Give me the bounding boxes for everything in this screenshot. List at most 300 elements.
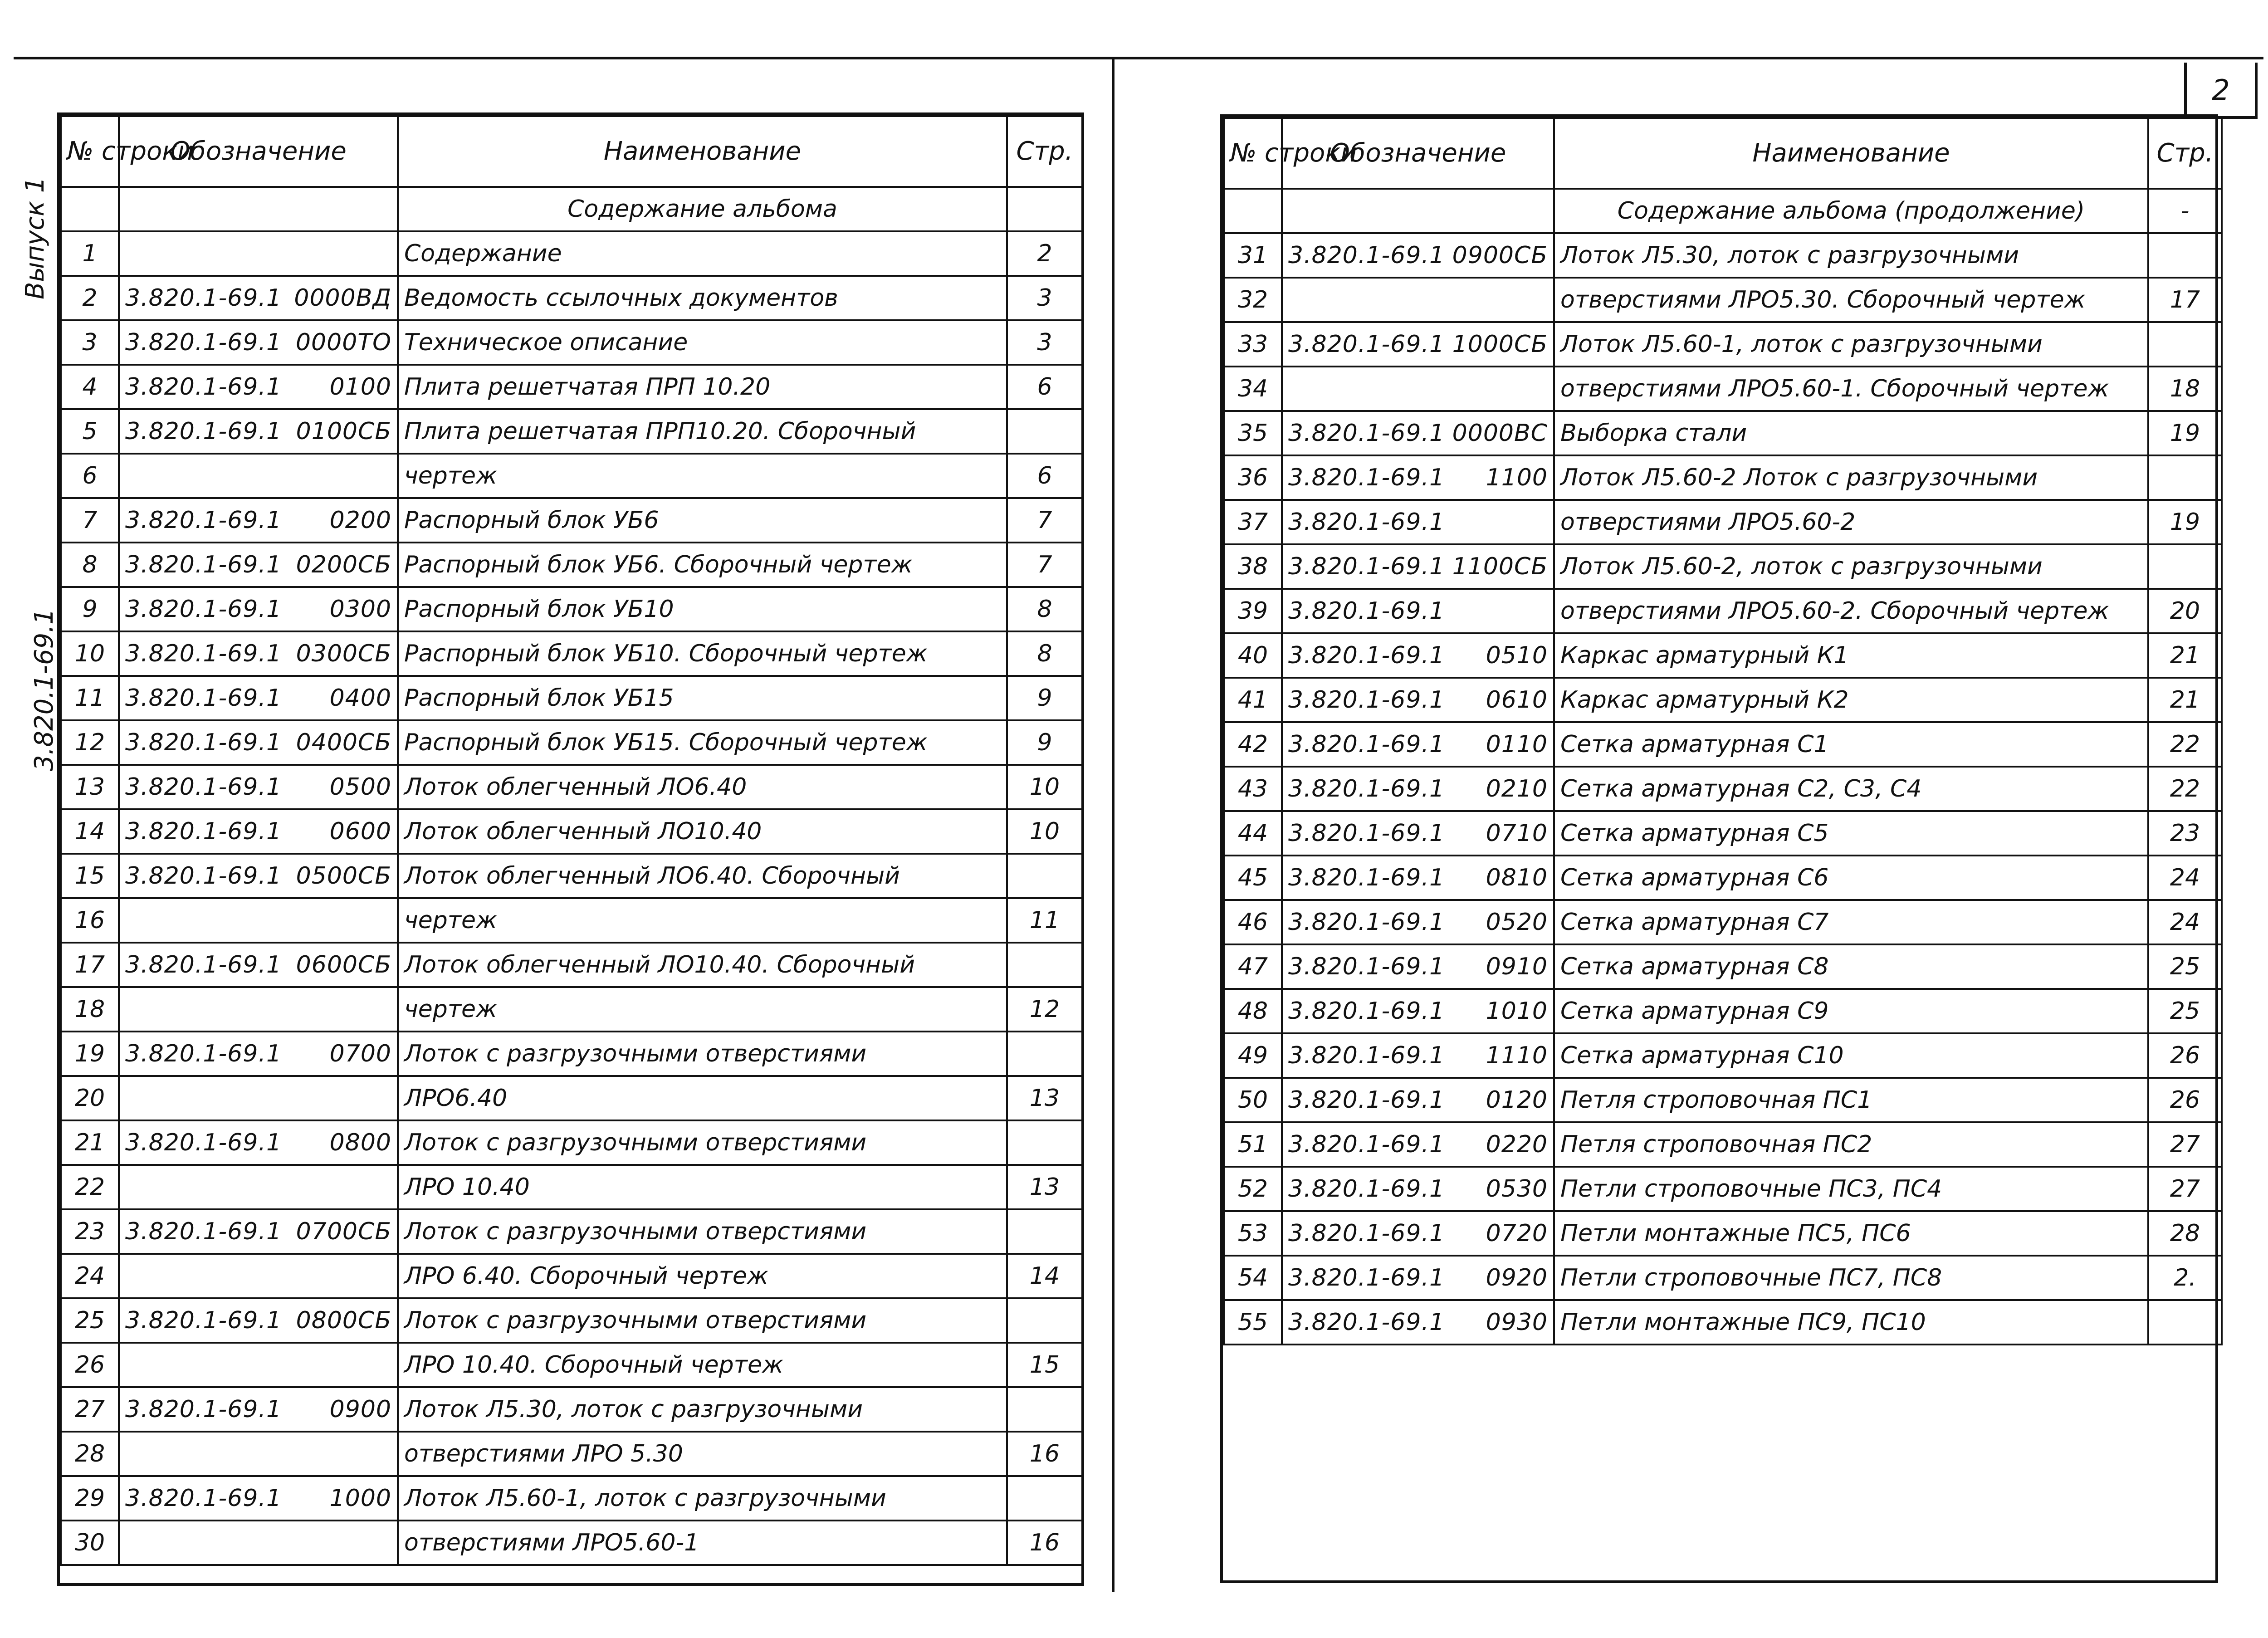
table-row: [1224, 455, 2222, 500]
row-page: 19: [2148, 500, 2222, 544]
table-row: [61, 898, 1082, 943]
row-page: [1007, 943, 1082, 987]
section-row: [61, 187, 1082, 231]
row-name: Лоток Л5.30, лоток с разгрузочными: [1554, 233, 2148, 278]
row-page: 10: [1007, 809, 1082, 854]
row-number: 13: [61, 765, 119, 809]
row-number: 44: [1224, 811, 1282, 856]
row-designation: [119, 898, 398, 943]
designation-series: 3.820.1-69.1: [125, 1040, 282, 1067]
designation-series: 3.820.1-69.1: [125, 685, 282, 712]
row-designation: [119, 676, 398, 720]
row-number: 29: [61, 1476, 119, 1521]
table-row: [1224, 944, 2222, 989]
right-header-row: [1224, 118, 2222, 189]
row-number: 49: [1224, 1033, 1282, 1078]
row-designation: [1282, 367, 1554, 411]
right-table-body: [1224, 189, 2222, 1345]
row-number: 5: [61, 409, 119, 454]
designation-series: 3.820.1-69.1: [1288, 775, 1445, 802]
row-page: 3: [1007, 276, 1082, 320]
row-designation: [119, 1387, 398, 1432]
row-page: 13: [1007, 1076, 1082, 1120]
row-name: Сетка арматурная С8: [1554, 944, 2148, 989]
designation-suffix: 0100СБ: [296, 418, 391, 445]
row-number: 42: [1224, 722, 1282, 767]
row-designation: [1282, 1033, 1554, 1078]
table-row: [1224, 767, 2222, 811]
designation-series: 3.820.1-69.1: [1288, 509, 1445, 536]
table-row: [61, 276, 1082, 320]
row-page: 23: [2148, 811, 2222, 856]
row-designation: [1282, 455, 1554, 500]
designation-suffix: 0100: [329, 373, 391, 401]
row-page: 8: [1007, 631, 1082, 676]
row-designation: [119, 1254, 398, 1298]
row-designation: [119, 276, 398, 320]
row-number: 39: [1224, 589, 1282, 633]
center-divider: [1112, 59, 1114, 1592]
table-row: [1224, 544, 2222, 589]
row-page: [1007, 1298, 1082, 1343]
row-page: 26: [2148, 1033, 2222, 1078]
row-page: [1007, 1387, 1082, 1432]
row-name: Распорный блок УБ15. Сборочный чертеж: [398, 720, 1007, 765]
row-name: Лоток Л5.60-1, лоток с разгрузочными: [398, 1476, 1007, 1521]
row-number: 55: [1224, 1300, 1282, 1345]
row-page: 25: [2148, 944, 2222, 989]
row-page: 6: [1007, 454, 1082, 498]
table-row: [1224, 900, 2222, 944]
table-row: [61, 631, 1082, 676]
row-number: 51: [1224, 1122, 1282, 1167]
section-title: Содержание альбома: [398, 187, 1007, 231]
row-number: 20: [61, 1076, 119, 1120]
header-designation: Обозначение: [1282, 118, 1554, 189]
row-designation: [1282, 233, 1554, 278]
row-designation: [119, 943, 398, 987]
section-title: Содержание альбома (продолжение): [1554, 189, 2148, 233]
row-designation: [1282, 589, 1554, 633]
row-name: Каркас арматурный К2: [1554, 678, 2148, 722]
table-row: [1224, 278, 2222, 322]
designation-series: 3.820.1-69.1: [125, 373, 282, 401]
row-name: Выборка стали: [1554, 411, 2148, 455]
table-row: [61, 943, 1082, 987]
row-name: Ведомость ссылочных документов: [398, 276, 1007, 320]
designation-suffix: 0610: [1486, 686, 1548, 714]
section-row: [1224, 189, 2222, 233]
left-header-row: [61, 116, 1082, 187]
row-designation: [119, 320, 398, 365]
row-page: 14: [1007, 1254, 1082, 1298]
designation-suffix: 0000ТО: [295, 329, 391, 356]
designation-suffix: 0700: [329, 1040, 391, 1067]
row-name: Распорный блок УБ6: [398, 498, 1007, 543]
designation-suffix: 0600СБ: [296, 951, 391, 978]
designation-series: 3.820.1-69.1: [125, 1129, 282, 1156]
row-number: 27: [61, 1387, 119, 1432]
designation-suffix: 0200СБ: [296, 551, 391, 578]
row-designation: [119, 765, 398, 809]
row-designation: [119, 809, 398, 854]
row-page: [2148, 544, 2222, 589]
row-designation: [1282, 722, 1554, 767]
table-row: [1224, 1211, 2222, 1256]
row-name: Лоток облегченный ЛО6.40. Сборочный: [398, 854, 1007, 898]
row-number: 1: [61, 231, 119, 276]
designation-series: 3.820.1-69.1: [1288, 953, 1445, 980]
row-name: Сетка арматурная С7: [1554, 900, 2148, 944]
row-designation: [119, 498, 398, 543]
row-number: 9: [61, 587, 119, 631]
row-name: отверстиями ЛРО5.60-1. Сборочный чертеж: [1554, 367, 2148, 411]
table-row: [1224, 1078, 2222, 1122]
row-designation: [1282, 322, 1554, 367]
designation-suffix: 0600: [329, 818, 391, 845]
row-designation: [119, 231, 398, 276]
row-number: 7: [61, 498, 119, 543]
table-row: [61, 498, 1082, 543]
margin-series-label: 3.820.1-69.1: [29, 608, 59, 771]
designation-series: 3.820.1-69.1: [1288, 331, 1445, 358]
row-number: 47: [1224, 944, 1282, 989]
row-name: Петли монтажные ПС5, ПС6: [1554, 1211, 2148, 1256]
row-page: 17: [2148, 278, 2222, 322]
row-name: Плита решетчатая ПРП 10.20: [398, 365, 1007, 409]
designation-series: 3.820.1-69.1: [125, 1218, 282, 1245]
right-contents-sheet: [1220, 114, 2218, 1583]
row-page: 10: [1007, 765, 1082, 809]
row-page: 20: [2148, 589, 2222, 633]
designation-series: 3.820.1-69.1: [125, 1396, 282, 1423]
designation-series: 3.820.1-69.1: [125, 818, 282, 845]
table-row: [1224, 500, 2222, 544]
row-page: [1007, 1476, 1082, 1521]
row-name: Лоток Л5.30, лоток с разгрузочными: [398, 1387, 1007, 1432]
page-number: 2: [2212, 73, 2230, 107]
table-row: [61, 720, 1082, 765]
designation-series: 3.820.1-69.1: [125, 1307, 282, 1334]
row-name: Распорный блок УБ15: [398, 676, 1007, 720]
designation-suffix: 0120: [1486, 1086, 1548, 1114]
row-designation: [1282, 500, 1554, 544]
top-rule: [14, 57, 2263, 59]
row-number: 45: [1224, 856, 1282, 900]
table-row: [61, 543, 1082, 587]
row-designation: [119, 1032, 398, 1076]
row-page: [1007, 854, 1082, 898]
designation-series: 3.820.1-69.1: [1288, 1309, 1445, 1336]
row-number: 26: [61, 1343, 119, 1387]
designation-series: 3.820.1-69.1: [1288, 909, 1445, 936]
designation-series: 3.820.1-69.1: [125, 329, 282, 356]
row-page: [1007, 1120, 1082, 1165]
designation-series: 3.820.1-69.1: [125, 418, 282, 445]
row-name: Сетка арматурная С10: [1554, 1033, 2148, 1078]
designation-series: 3.820.1-69.1: [1288, 1264, 1445, 1291]
row-designation: [1282, 411, 1554, 455]
table-row: [61, 1298, 1082, 1343]
row-designation: [1282, 544, 1554, 589]
table-row: [1224, 1300, 2222, 1345]
designation-suffix: 0800: [329, 1129, 391, 1156]
designation-suffix: 0400СБ: [296, 729, 391, 756]
designation-series: 3.820.1-69.1: [125, 551, 282, 578]
designation-suffix: 0000ВД: [294, 284, 391, 312]
designation-suffix: 0900СБ: [1452, 242, 1548, 269]
row-number: 25: [61, 1298, 119, 1343]
table-row: [61, 231, 1082, 276]
table-row: [1224, 233, 2222, 278]
row-designation: [1282, 1167, 1554, 1211]
row-page: [2148, 1300, 2222, 1345]
table-row: [61, 1120, 1082, 1165]
table-row: [1224, 633, 2222, 678]
row-name: Плита решетчатая ПРП10.20. Сборочный: [398, 409, 1007, 454]
designation-series: 3.820.1-69.1: [1288, 686, 1445, 714]
row-page: 21: [2148, 633, 2222, 678]
designation-suffix: 0110: [1486, 731, 1548, 758]
table-row: [61, 1476, 1082, 1521]
table-row: [61, 454, 1082, 498]
table-row: [1224, 589, 2222, 633]
table-row: [61, 1165, 1082, 1209]
header-page: Стр.: [2148, 118, 2222, 189]
row-page: 15: [1007, 1343, 1082, 1387]
row-page: 19: [2148, 411, 2222, 455]
row-name: Лоток Л5.60-1, лоток с разгрузочными: [1554, 322, 2148, 367]
designation-series: 3.820.1-69.1: [1288, 642, 1445, 669]
row-designation: [1282, 1300, 1554, 1345]
row-name: ЛРО 10.40: [398, 1165, 1007, 1209]
table-row: [1224, 322, 2222, 367]
page-number-box: [2184, 63, 2258, 119]
row-page: 27: [2148, 1122, 2222, 1167]
row-designation: [1282, 1256, 1554, 1300]
row-designation: [119, 587, 398, 631]
row-name: Сетка арматурная С5: [1554, 811, 2148, 856]
row-name: Петля строповочная ПС2: [1554, 1122, 2148, 1167]
row-number: 53: [1224, 1211, 1282, 1256]
row-number: 8: [61, 543, 119, 587]
left-table-body: [61, 187, 1082, 1565]
row-number: 22: [61, 1165, 119, 1209]
row-name: отверстиями ЛРО5.30. Сборочный чертеж: [1554, 278, 2148, 322]
row-designation: [119, 1120, 398, 1165]
designation-series: 3.820.1-69.1: [1288, 242, 1445, 269]
row-page: 26: [2148, 1078, 2222, 1122]
row-name: Лоток с разгрузочными отверстиями: [398, 1209, 1007, 1254]
table-row: [1224, 856, 2222, 900]
designation-suffix: 0530: [1486, 1175, 1548, 1203]
designation-suffix: 0910: [1486, 953, 1548, 980]
row-number: 3: [61, 320, 119, 365]
header-row-number: № строки: [61, 116, 119, 187]
designation-suffix: 0720: [1486, 1220, 1548, 1247]
row-page: 21: [2148, 678, 2222, 722]
row-name: Лоток с разгрузочными отверстиями: [398, 1032, 1007, 1076]
designation-suffix: 0920: [1486, 1264, 1548, 1291]
row-page: 25: [2148, 989, 2222, 1033]
designation-suffix: 0520: [1486, 909, 1548, 936]
designation-series: 3.820.1-69.1: [125, 951, 282, 978]
header-designation: Обозначение: [119, 116, 398, 187]
row-name: отверстиями ЛРО 5.30: [398, 1432, 1007, 1476]
designation-series: 3.820.1-69.1: [1288, 553, 1445, 580]
row-page: 18: [2148, 367, 2222, 411]
row-name: ЛРО 6.40. Сборочный чертеж: [398, 1254, 1007, 1298]
table-row: [1224, 722, 2222, 767]
row-number: 31: [1224, 233, 1282, 278]
row-designation: [119, 1521, 398, 1565]
designation-suffix: 0400: [329, 685, 391, 712]
row-designation: [119, 409, 398, 454]
table-row: [61, 365, 1082, 409]
row-page: [2148, 455, 2222, 500]
designation-series: 3.820.1-69.1: [125, 773, 282, 801]
row-designation: [119, 1343, 398, 1387]
row-name: Лоток облегченный ЛО10.40: [398, 809, 1007, 854]
row-name: чертеж: [398, 454, 1007, 498]
designation-suffix: 1100: [1486, 464, 1548, 491]
designation-suffix: 0500: [329, 773, 391, 801]
row-designation: [1282, 633, 1554, 678]
row-name: Петли строповочные ПС7, ПС8: [1554, 1256, 2148, 1300]
designation-suffix: 0700СБ: [296, 1218, 391, 1245]
row-designation: [119, 1432, 398, 1476]
row-page: 7: [1007, 498, 1082, 543]
designation-suffix: 1100СБ: [1452, 553, 1548, 580]
row-page: 7: [1007, 543, 1082, 587]
table-row: [61, 987, 1082, 1032]
row-name: Каркас арматурный К1: [1554, 633, 2148, 678]
row-number: 54: [1224, 1256, 1282, 1300]
row-number: 12: [61, 720, 119, 765]
row-page: 6: [1007, 365, 1082, 409]
row-name: чертеж: [398, 898, 1007, 943]
row-number: 34: [1224, 367, 1282, 411]
designation-series: 3.820.1-69.1: [1288, 731, 1445, 758]
designation-series: 3.820.1-69.1: [1288, 597, 1445, 625]
row-designation: [1282, 944, 1554, 989]
designation-suffix: 0800СБ: [296, 1307, 391, 1334]
row-page: 27: [2148, 1167, 2222, 1211]
row-name: Лоток Л5.60-2, лоток с разгрузочными: [1554, 544, 2148, 589]
row-page: 22: [2148, 722, 2222, 767]
row-page: [2148, 322, 2222, 367]
row-number: 21: [61, 1120, 119, 1165]
row-page: [1007, 1032, 1082, 1076]
row-number: 18: [61, 987, 119, 1032]
row-number: 35: [1224, 411, 1282, 455]
table-row: [61, 409, 1082, 454]
left-contents-table: [60, 115, 1083, 1566]
row-designation: [1282, 278, 1554, 322]
header-page: Стр.: [1007, 116, 1082, 187]
margin-issue-label: Выпуск 1: [20, 176, 50, 299]
row-number: 23: [61, 1209, 119, 1254]
row-number: 2: [61, 276, 119, 320]
row-name: Петли монтажные ПС9, ПС10: [1554, 1300, 2148, 1345]
row-page: 9: [1007, 676, 1082, 720]
row-page: 16: [1007, 1432, 1082, 1476]
table-row: [1224, 811, 2222, 856]
row-number: 4: [61, 365, 119, 409]
table-row: [1224, 411, 2222, 455]
row-page: 28: [2148, 1211, 2222, 1256]
header-row-number: № строки: [1224, 118, 1282, 189]
row-designation: [119, 365, 398, 409]
row-page: 2.: [2148, 1256, 2222, 1300]
row-page: 11: [1007, 898, 1082, 943]
table-row: [1224, 367, 2222, 411]
row-designation: [119, 987, 398, 1032]
table-row: [1224, 1167, 2222, 1211]
row-designation: [1282, 1078, 1554, 1122]
designation-suffix: 0710: [1486, 820, 1548, 847]
row-designation: [119, 1076, 398, 1120]
row-name: Лоток с разгрузочными отверстиями: [398, 1120, 1007, 1165]
row-name: Распорный блок УБ10: [398, 587, 1007, 631]
row-name: Лоток облегченный ЛО10.40. Сборочный: [398, 943, 1007, 987]
row-designation: [119, 720, 398, 765]
row-designation: [1282, 767, 1554, 811]
row-number: 43: [1224, 767, 1282, 811]
row-number: 48: [1224, 989, 1282, 1033]
row-number: 16: [61, 898, 119, 943]
table-row: [61, 809, 1082, 854]
row-number: 37: [1224, 500, 1282, 544]
row-name: Лоток Л5.60-2 Лоток с разгрузочными: [1554, 455, 2148, 500]
right-contents-table: [1223, 117, 2223, 1345]
row-designation: [119, 1298, 398, 1343]
row-page: 12: [1007, 987, 1082, 1032]
row-page: 16: [1007, 1521, 1082, 1565]
row-page: [1007, 409, 1082, 454]
table-row: [61, 320, 1082, 365]
row-page: [1007, 1209, 1082, 1254]
row-name: ЛРО 10.40. Сборочный чертеж: [398, 1343, 1007, 1387]
row-designation: [119, 454, 398, 498]
row-number: 10: [61, 631, 119, 676]
table-row: [61, 1254, 1082, 1298]
row-page: 22: [2148, 767, 2222, 811]
row-number: 36: [1224, 455, 1282, 500]
row-number: 50: [1224, 1078, 1282, 1122]
row-number: 15: [61, 854, 119, 898]
row-designation: [119, 854, 398, 898]
designation-suffix: 1110: [1486, 1042, 1548, 1069]
row-designation: [119, 1476, 398, 1521]
row-name: Лоток облегченный ЛО6.40: [398, 765, 1007, 809]
row-page: 9: [1007, 720, 1082, 765]
row-number: 32: [1224, 278, 1282, 322]
designation-series: 3.820.1-69.1: [1288, 464, 1445, 491]
designation-series: 3.820.1-69.1: [1288, 1175, 1445, 1203]
row-page: 8: [1007, 587, 1082, 631]
table-row: [61, 1343, 1082, 1387]
designation-series: 3.820.1-69.1: [1288, 1086, 1445, 1114]
designation-suffix: 0200: [329, 507, 391, 534]
designation-suffix: 0220: [1486, 1131, 1548, 1158]
table-row: [1224, 1256, 2222, 1300]
row-name: Петли строповочные ПС3, ПС4: [1554, 1167, 2148, 1211]
table-row: [61, 1209, 1082, 1254]
row-name: отверстиями ЛРО5.60-2. Сборочный чертеж: [1554, 589, 2148, 633]
row-number: 30: [61, 1521, 119, 1565]
left-contents-sheet: [57, 112, 1084, 1586]
